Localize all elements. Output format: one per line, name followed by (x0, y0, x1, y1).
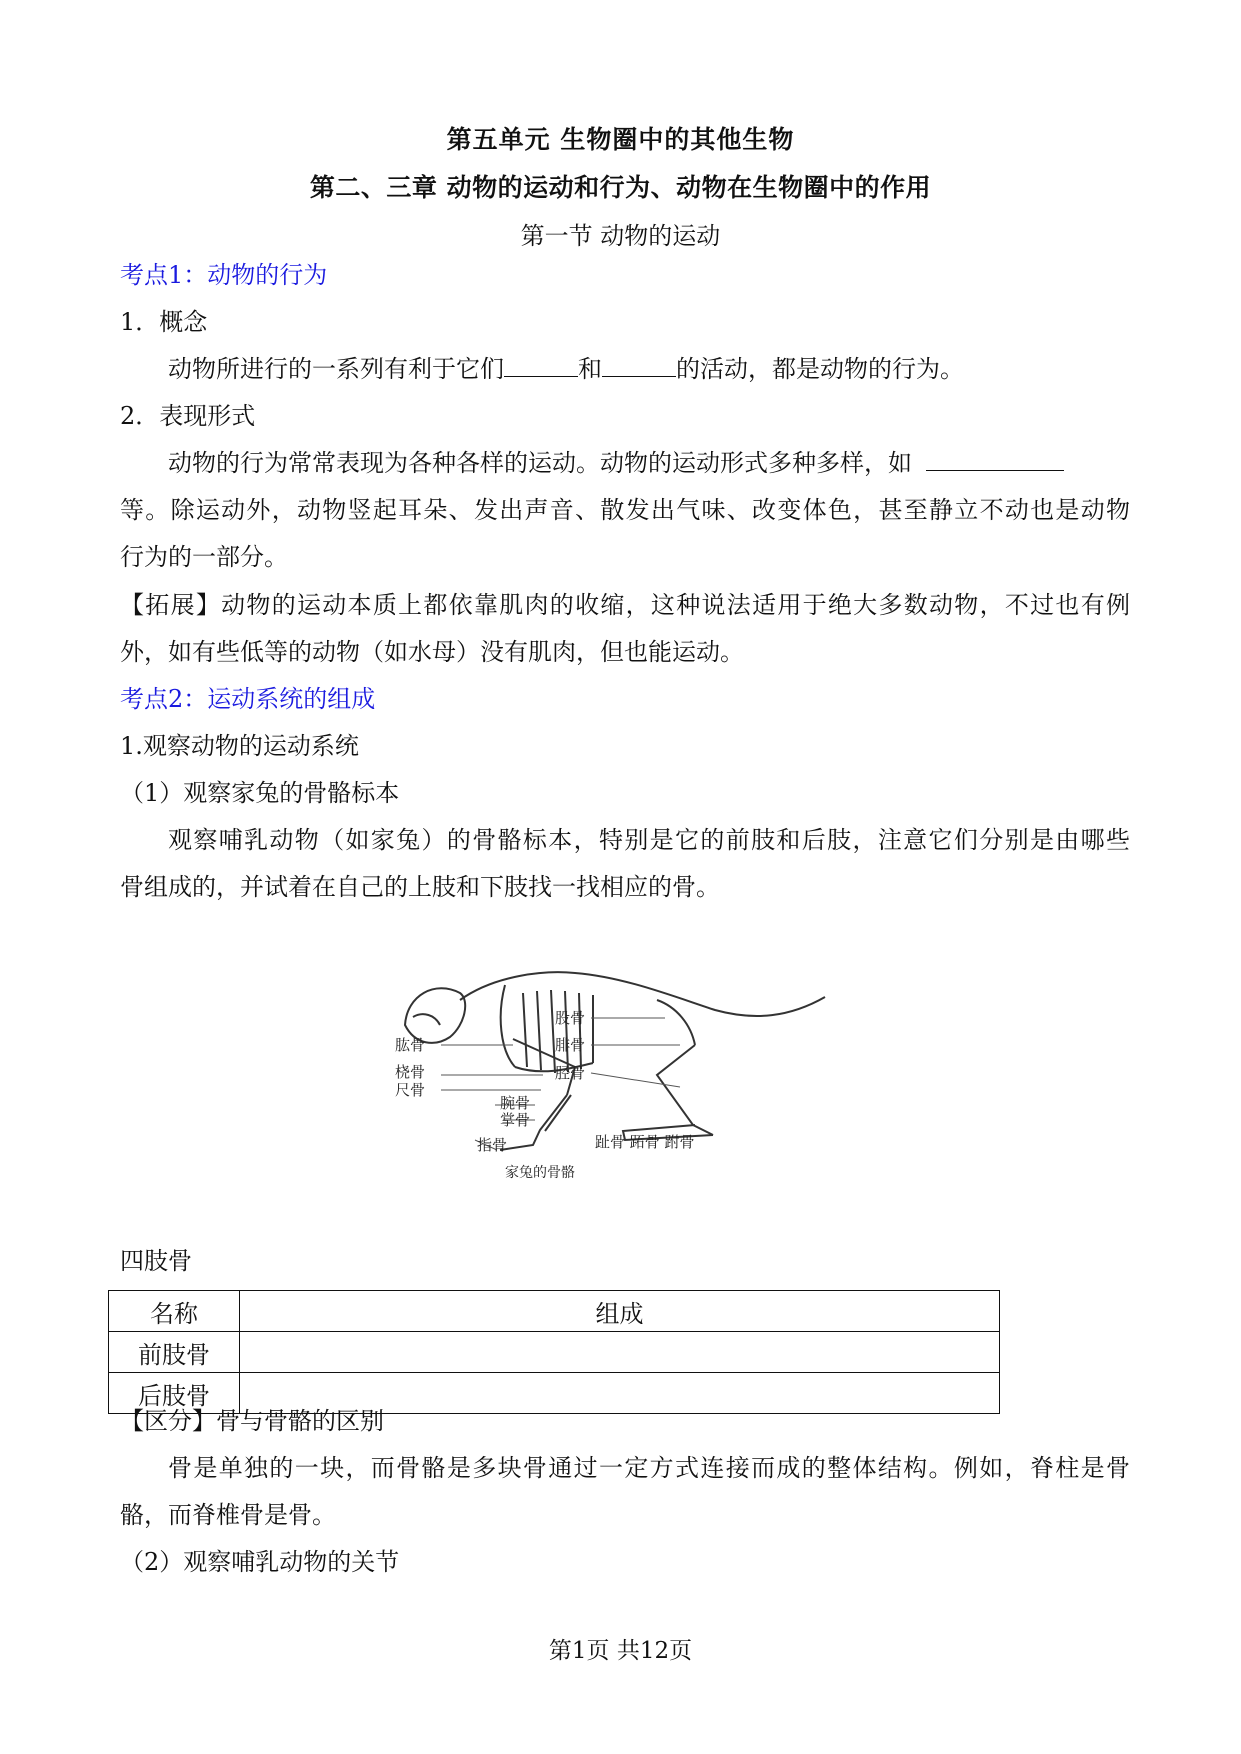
fill-blank-2[interactable] (602, 354, 676, 377)
label-femur: 股骨 (555, 1009, 586, 1027)
hindlimb-bones (657, 1045, 713, 1135)
rabbit-skeleton-figure (395, 955, 865, 1215)
ribs (523, 990, 593, 1073)
row-forelimb-value[interactable] (240, 1332, 1000, 1373)
label-fibula: 腓骨 (555, 1036, 586, 1054)
item2-line3: 行为的一部分。 (120, 543, 288, 571)
distinguish-line1: 骨是单独的一块，而骨骼是多块骨通过一定方式连接而成的整体结构。例如，脊柱是骨 (168, 1454, 1130, 1482)
header-name: 名称 (109, 1291, 240, 1332)
para-line1: 观察哺乳动物（如家兔）的骨骼标本，特别是它的前肢和后肢，注意它们分别是由哪些 (168, 826, 1130, 854)
leader-tibia (591, 1073, 680, 1087)
table-header-row (109, 1291, 1000, 1332)
pelvis (657, 1000, 695, 1045)
item1-text (168, 354, 1130, 384)
limb-table-title: 四肢骨 (120, 1247, 192, 1275)
label-ulna: 尺骨 (395, 1081, 426, 1099)
extend-line1: 【拓展】动物的运动本质上都依靠肌肉的收缩，这种说法适用于绝大多数动物，不过也有例 (120, 591, 1130, 619)
label-tibia: 胫骨 (555, 1064, 586, 1082)
item1-text-a: 动物所进行的一系列有利于它们 (168, 355, 504, 383)
label-hind-foot: 趾骨 跖骨 跗骨 (595, 1133, 695, 1151)
distinguish-line2: 骼，而脊椎骨是骨。 (120, 1501, 336, 1529)
sub2-heading: （2）观察哺乳动物的关节 (120, 1548, 400, 1576)
sub1-1-heading: （1）观察家兔的骨骼标本 (120, 779, 400, 807)
jaw-line (413, 1014, 440, 1025)
chapter-title: 第二、三章 动物的运动和行为、动物在生物圈中的作用 (309, 173, 932, 202)
unit-title: 第五单元 生物圈中的其他生物 (446, 125, 795, 154)
para-line2: 骨组成的，并试着在自己的上肢和下肢找一找相应的骨。 (120, 873, 720, 901)
header-composition: 组成 (240, 1291, 1000, 1332)
item1-text-c: 的活动，都是动物的行为。 (676, 355, 964, 383)
label-carpals: 腕骨 (500, 1094, 531, 1112)
fill-blank-1[interactable] (504, 354, 578, 377)
figure-caption: 家兔的骨骼 (505, 1165, 575, 1181)
item1-heading: 1．概念 (120, 308, 208, 336)
section-title: 第一节 动物的运动 (520, 222, 721, 250)
sub1-heading: 1.观察动物的运动系统 (120, 732, 359, 760)
item1-text-b: 和 (578, 355, 602, 383)
label-humerus: 肱骨 (395, 1036, 426, 1054)
kaodian1-title: 考点1：动物的行为 (120, 261, 328, 289)
item2-line1 (168, 448, 1130, 478)
item2-line2: 等。除运动外，动物竖起耳朵、发出声音、散发出气味、改变体色，甚至静立不动也是动物 (120, 496, 1130, 524)
table-row (109, 1332, 1000, 1373)
label-radius: 桡骨 (395, 1063, 426, 1081)
extend-line2: 外，如有些低等的动物（如水母）没有肌肉，但也能运动。 (120, 638, 744, 666)
limb-bones-table (108, 1290, 1000, 1414)
item2-line1-text: 动物的行为常常表现为各种各样的运动。动物的运动形式多种多样，如 (168, 449, 912, 477)
label-metacarpals: 掌骨 (500, 1111, 531, 1129)
fill-blank-3[interactable] (926, 448, 1064, 471)
item2-heading: 2．表现形式 (120, 402, 256, 430)
label-phalanges: 指骨 (477, 1136, 508, 1154)
spine (460, 972, 825, 1016)
row-forelimb-name: 前肢骨 (109, 1332, 240, 1373)
kaodian2-title: 考点2：运动系统的组成 (120, 685, 376, 713)
distinguish-heading: 【区分】骨与骨骼的区别 (120, 1407, 384, 1435)
scapula (501, 985, 515, 1067)
row-hindlimb-name: 后肢骨 (109, 1373, 240, 1414)
page-footer: 第1页 共12页 (548, 1638, 693, 1664)
